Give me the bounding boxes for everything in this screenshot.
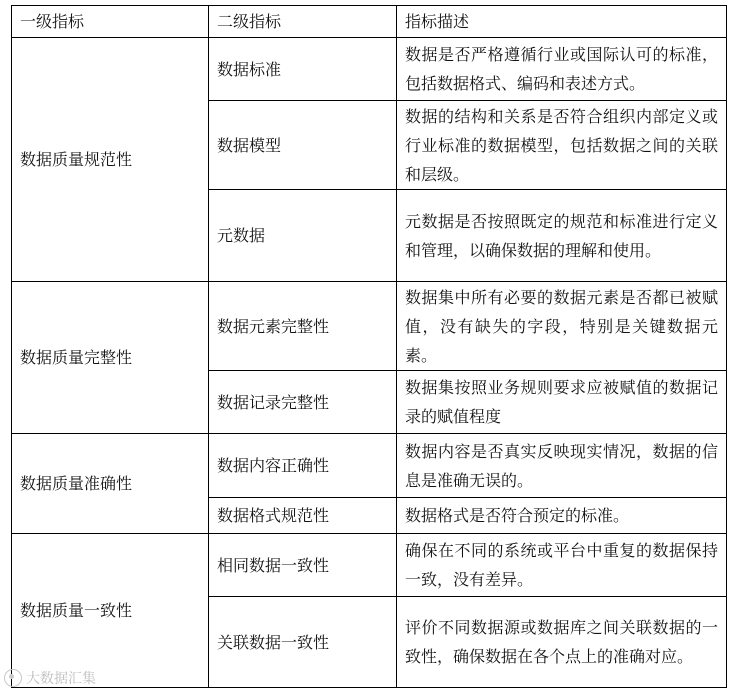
description-cell: 元数据是否按照既定的规范和标准进行定义和管理，以确保数据的理解和使用。 — [397, 190, 727, 282]
watermark-text: 大数据汇集 — [26, 671, 96, 687]
level2-cell: 数据标准 — [209, 38, 397, 101]
description-cell: 确保在不同的系统或平台中重复的数据保持一致，没有差异。 — [397, 534, 727, 597]
level2-cell: 关联数据一致性 — [209, 597, 397, 688]
level2-cell: 数据记录完整性 — [209, 371, 397, 434]
description-cell: 数据格式是否符合预定的标准。 — [397, 498, 727, 534]
level2-cell: 数据元素完整性 — [209, 282, 397, 371]
level2-cell: 数据模型 — [209, 101, 397, 190]
level1-cell: 数据质量准确性 — [12, 434, 209, 534]
header-description: 指标描述 — [397, 6, 727, 38]
description-cell: 数据内容是否真实反映现实情况，数据的信息是准确无误的。 — [397, 434, 727, 498]
description-cell: 数据是否严格遵循行业或国际认可的标准，包括数据格式、编码和表述方式。 — [397, 38, 727, 101]
level2-cell: 相同数据一致性 — [209, 534, 397, 597]
description-cell: 数据集按照业务规则要求应被赋值的数据记录的赋值程度 — [397, 371, 727, 434]
level1-cell: 数据质量一致性 — [12, 534, 209, 688]
watermark-logo-icon — [4, 669, 22, 687]
level1-cell: 数据质量完整性 — [12, 282, 209, 434]
indicator-table — [11, 5, 727, 688]
level2-cell: 数据格式规范性 — [209, 498, 397, 534]
table-row — [12, 282, 727, 371]
watermark — [4, 668, 96, 688]
description-cell: 数据的结构和关系是否符合组织内部定义或行业标准的数据模型，包括数据之间的关联和层级。 — [397, 101, 727, 190]
table-row — [12, 434, 727, 498]
header-row — [12, 6, 727, 38]
table-row — [12, 534, 727, 597]
description-cell: 数据集中所有必要的数据元素是否都已被赋值，没有缺失的字段，特别是关键数据元素。 — [397, 282, 727, 371]
level2-cell: 元数据 — [209, 190, 397, 282]
header-level1: 一级指标 — [12, 6, 209, 38]
level2-cell: 数据内容正确性 — [209, 434, 397, 498]
level1-cell: 数据质量规范性 — [12, 38, 209, 282]
description-cell: 评价不同数据源或数据库之间关联数据的一致性，确保数据在各个点上的准确对应。 — [397, 597, 727, 688]
table-row — [12, 38, 727, 101]
header-level2: 二级指标 — [209, 6, 397, 38]
